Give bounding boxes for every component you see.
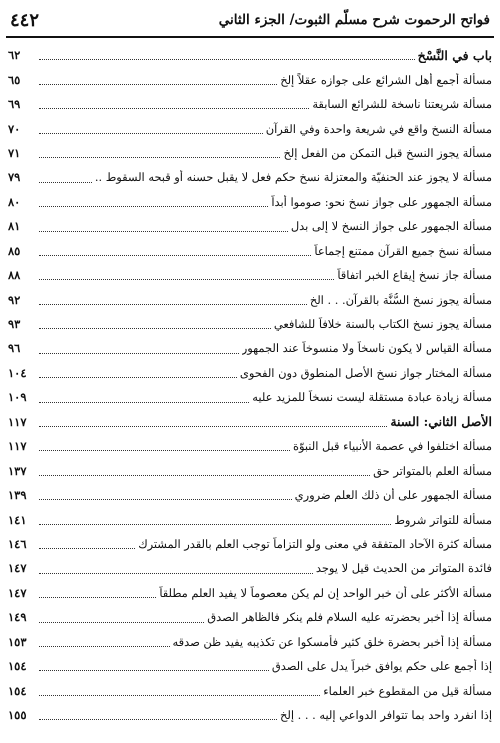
dot-leader [39, 499, 292, 500]
dot-leader [39, 524, 391, 525]
toc-entry-page: ٨٠ [8, 194, 21, 209]
toc-entry [8, 361, 492, 385]
toc-entry-title: مسألة قيل من المقطوع خبر العلماء [323, 683, 492, 698]
dot-leader [39, 548, 135, 549]
toc-entry [8, 678, 492, 702]
toc-entry-page: ١٣٧ [8, 463, 27, 478]
toc-entry-page: ٩٣ [8, 317, 21, 332]
toc-entry-page: ١٥٤ [8, 683, 27, 698]
toc-entry-page: ٦٢ [8, 48, 21, 63]
toc-entry-page: ١٠٩ [8, 390, 27, 405]
book-title: فواتح الرحموت شرح مسلّم الثبوت/ الجزء الثاني [218, 12, 490, 28]
toc-entry-title: مسألة يجوز النسخ قبل التمكن من الفعل إلخ [283, 145, 492, 160]
dot-leader [39, 279, 334, 280]
toc-entry [8, 312, 492, 336]
toc-entry-page: ٧٩ [8, 170, 21, 185]
dot-leader [39, 450, 290, 451]
toc-entry-title: مسألة المختار جواز نسخ الأصل المنطوق دون الفحوى [239, 365, 492, 380]
toc-entry-page: ١٤٦ [8, 536, 27, 551]
toc-entry [8, 263, 492, 287]
toc-entry-title: مسألة اختلفوا في عصمة الأنبياء قبل النبوّة [293, 439, 492, 454]
toc-entry-title: مسألة إذا أخبر بحضرة خلق كثير فأمسكوا عن تكذيبه يفيد ظن صدقه [172, 634, 492, 649]
toc-heading [8, 410, 492, 434]
toc-entry-title: مسألة العلم بالمتواتر حق [373, 463, 492, 478]
table-of-contents [8, 43, 492, 727]
dot-leader [39, 377, 237, 378]
toc-entry-title: مسألة الجمهور على جواز نسخ نحو: صوموا أبداً [271, 194, 492, 209]
dot-leader [39, 84, 277, 85]
dot-leader [39, 475, 370, 476]
toc-entry-page: ٩٦ [8, 341, 21, 356]
toc-entry-page: ١١٧ [8, 414, 27, 429]
dot-leader [39, 231, 288, 232]
dot-leader [39, 402, 249, 403]
dot-leader [39, 157, 280, 158]
toc-entry-page: ٩٢ [8, 292, 21, 307]
toc-entry-title: مسألة شريعتنا ناسخة للشرائع السابقة [312, 97, 492, 112]
toc-entry-title: مسألة أجمع أهل الشرائع على جوازه عقلاً إلخ [280, 72, 492, 87]
toc-entry [8, 507, 492, 531]
dot-leader [39, 597, 156, 598]
toc-entry [8, 385, 492, 409]
toc-entry-page: ١٠٤ [8, 365, 27, 380]
toc-entry-title: مسألة لا يجوز عند الحنفيّة والمعتزلة نسخ حكم فعل لا يقبل حسنه أو قبحه السقوط .. [94, 170, 492, 185]
toc-entry-title: مسألة الأكثر على أن خبر الواحد إن لم يكن معصوماً لا يفيد العلم مطلقاً [159, 585, 492, 600]
dot-leader [39, 573, 313, 574]
toc-entry-title: مسألة الجمهور على أن ذلك العلم ضروري [294, 488, 492, 503]
toc-entry [8, 336, 492, 360]
toc-entry [8, 190, 492, 214]
page-number: ٤٤٢ [10, 9, 40, 31]
dot-leader [39, 206, 268, 207]
dot-leader [39, 108, 309, 109]
dot-leader [39, 133, 263, 134]
toc-entry-page: ١٤٧ [8, 561, 27, 576]
dot-leader [39, 622, 204, 623]
toc-entry [8, 116, 492, 140]
toc-entry-title: مسألة زيادة عبادة مستقلة ليست نسخاً للمزيد عليه [252, 390, 492, 405]
toc-entry-title: باب في النَّسْخ [417, 47, 492, 63]
toc-entry [8, 165, 492, 189]
dot-leader [39, 182, 92, 183]
toc-entry [8, 532, 492, 556]
toc-entry-title: الأصل الثاني: السنة [390, 414, 492, 430]
toc-entry [8, 605, 492, 629]
toc-entry-page: ٧٠ [8, 121, 21, 136]
toc-entry-page: ١٤٧ [8, 585, 27, 600]
toc-entry [8, 92, 492, 116]
toc-entry [8, 239, 492, 263]
toc-entry-title: مسألة الجمهور على جواز النسخ لا إلى بدل [290, 219, 492, 234]
toc-entry [8, 458, 492, 482]
dot-leader [39, 353, 239, 354]
toc-entry [8, 703, 492, 727]
toc-entry-title: مسألة جاز نسخ إيقاع الخبر اتفاقاً [337, 268, 492, 283]
toc-entry-page: ٦٩ [8, 97, 21, 112]
dot-leader [39, 328, 271, 329]
dot-leader [39, 670, 269, 671]
toc-entry-page: ١٤١ [8, 512, 27, 527]
toc-entry-page: ١٤٩ [8, 610, 27, 625]
toc-entry [8, 630, 492, 654]
toc-entry [8, 483, 492, 507]
toc-entry-page: ٦٥ [8, 72, 21, 87]
header-rule [6, 36, 494, 38]
toc-entry [8, 141, 492, 165]
toc-entry-title: مسألة القياس لا يكون ناسخاً ولا منسوخاً عند الجمهور [241, 341, 492, 356]
toc-entry-title: مسألة كثرة الآحاد المتفقة في معنى ولو التزاماً توجب العلم بالقدر المشترك [138, 536, 492, 551]
toc-entry-page: ١١٧ [8, 439, 27, 454]
toc-entry-page: ٨٨ [8, 268, 21, 283]
toc-entry-title: مسألة إذا أخبر بحضرته عليه السلام فلم ينكر فالظاهر الصدق [207, 610, 492, 625]
dot-leader [39, 719, 277, 720]
toc-entry [8, 287, 492, 311]
toc-entry [8, 581, 492, 605]
dot-leader [39, 646, 170, 647]
toc-entry-title: مسألة نسخ جميع القرآن ممتنع إجماعاً [314, 243, 492, 258]
running-header [10, 6, 490, 34]
toc-entry-page: ١٣٩ [8, 488, 27, 503]
toc-entry-title: إذا أجمع على حكم يوافق خبراً يدل على الصدق [271, 659, 492, 674]
toc-entry [8, 67, 492, 91]
toc-entry-title: مسألة للتواتر شروط [394, 512, 492, 527]
toc-entry [8, 214, 492, 238]
toc-entry-page: ٨١ [8, 219, 21, 234]
toc-entry [8, 654, 492, 678]
dot-leader [39, 304, 307, 305]
toc-entry-page: ٧١ [8, 145, 21, 160]
toc-entry [8, 434, 492, 458]
toc-entry-page: ٨٥ [8, 243, 21, 258]
dot-leader [39, 255, 311, 256]
toc-entry-title: إذا انفرد واحد بما تتوافر الدواعي إليه . . . إلخ [280, 708, 492, 723]
toc-entry-title: مسألة النسخ واقع في شريعة واحدة وفي القرآن [265, 121, 492, 136]
dot-leader [39, 426, 387, 427]
toc-entry-page: ١٥٤ [8, 659, 27, 674]
toc-entry-title: فائدة المتواتر من الحديث قيل لا يوجد [315, 561, 492, 576]
toc-heading [8, 43, 492, 67]
toc-entry-title: مسألة يجوز نسخ السُّنَّة بالقرآن. . . الخ [309, 292, 492, 307]
toc-entry [8, 556, 492, 580]
toc-entry-page: ١٥٥ [8, 708, 27, 723]
dot-leader [39, 59, 415, 60]
toc-entry-title: مسألة يجوز نسخ الكتاب بالسنة خلافاً للشافعي [273, 317, 492, 332]
dot-leader [39, 695, 320, 696]
toc-entry-page: ١٥٣ [8, 634, 27, 649]
